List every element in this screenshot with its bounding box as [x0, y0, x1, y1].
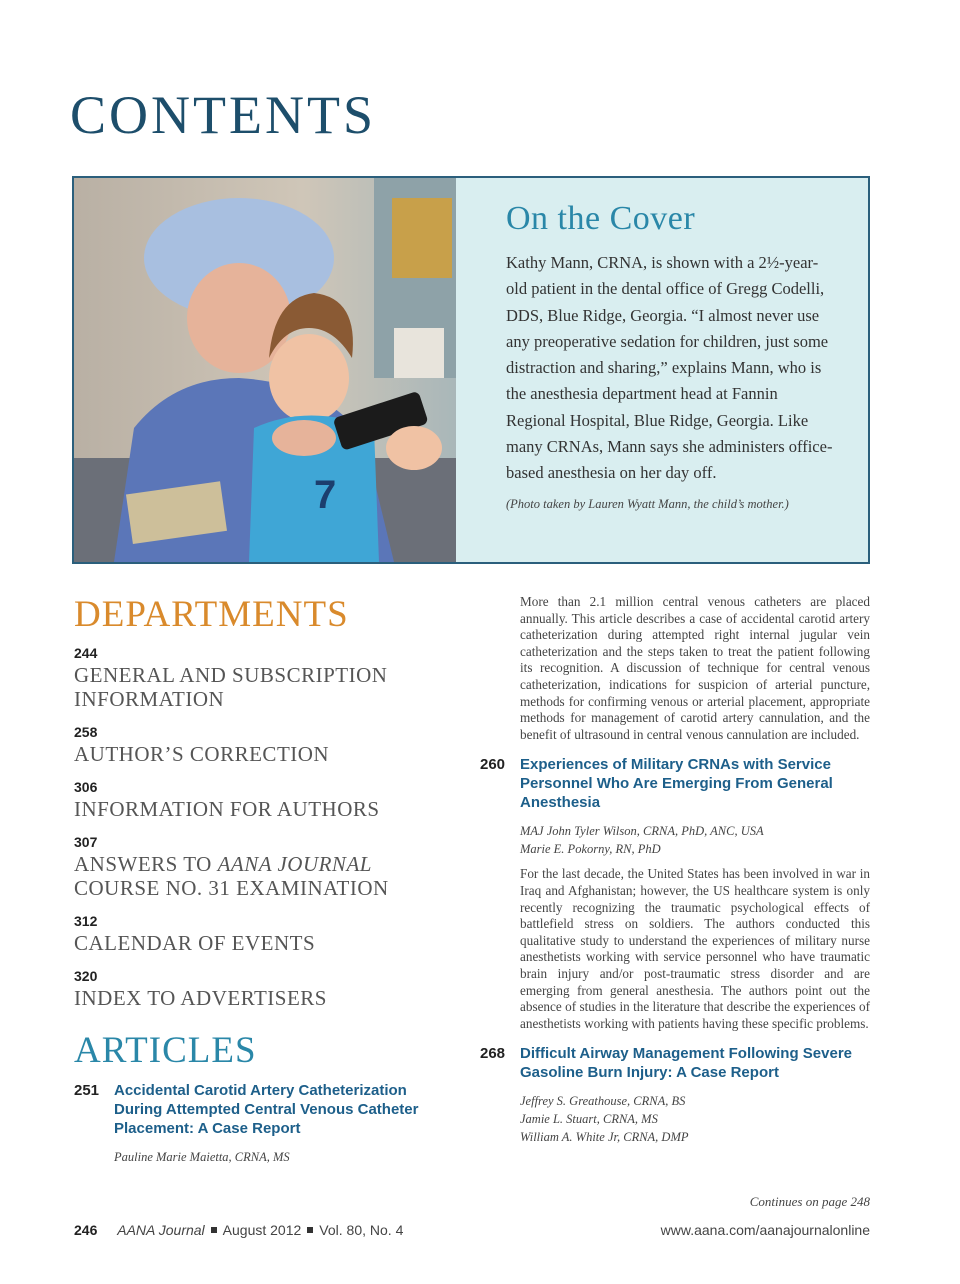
article-authors	[520, 1092, 870, 1146]
cover-text	[506, 200, 836, 512]
bullet-icon	[307, 1227, 313, 1233]
departments-list	[74, 645, 454, 1010]
continues-note: Continues on page 248	[749, 1194, 870, 1209]
article-page: 268	[480, 1045, 506, 1063]
article-title[interactable]: Accidental Carotid Artery Catheterization During Attempted Central Venous Catheter Placement: A Case Report	[114, 1082, 419, 1137]
departments-heading: DEPARTMENTS	[74, 594, 349, 635]
department-title-journal: AANA JOURNAL	[217, 852, 372, 876]
article-author: Jeffrey S. Greathouse, CRNA, BS	[520, 1094, 686, 1109]
department-item[interactable]	[74, 968, 454, 1010]
article-item[interactable]	[480, 755, 870, 1032]
department-item[interactable]	[74, 779, 454, 821]
article-author: William A. White Jr, CRNA, DMP	[520, 1130, 689, 1145]
department-title: CALENDAR OF EVENTS	[74, 931, 316, 955]
footer-url[interactable]: www.aana.com/aanajournalonline	[660, 1222, 870, 1238]
article-authors	[114, 1148, 454, 1166]
cover-heading: On the Cover	[506, 200, 696, 237]
department-title-suffix: COURSE NO. 31 EXAMINATION	[74, 876, 389, 900]
article-abstract: More than 2.1 million central venous catheters are placed annually. This article describes a case of accidental carotid artery catheterization during attempted right internal jugular vein catheterization and the steps taken to treat the patient following its recognition. A discussion of technique for central venous catheterization, indications for suspicion of arterial puncture, methods for confirming venous or arterial placement, appropriate methods for management of carotid artery cannulation, and the benefit of ultrasound in central venous cannulation are included.	[520, 594, 870, 742]
department-item[interactable]	[74, 834, 454, 900]
right-column	[480, 594, 870, 1146]
article-author: Marie E. Pokorny, RN, PhD	[520, 842, 661, 857]
article-author: MAJ John Tyler Wilson, CRNA, PhD, ANC, USA	[520, 824, 764, 839]
articles-heading: ARTICLES	[74, 1030, 257, 1071]
department-page: 320	[74, 968, 98, 984]
article-abstract: For the last decade, the United States has been involved in war in Iraq and Afghanistan; however, the US healthcare system is only recently recognizing the traumatic psychological effects of battlefield stress on soldiers. The authors conducted this qualitative study to understand the experiences of military nurse anesthetists working with service personnel who have traumatic brain injury and/or post-traumatic stress disorder and are emerging from general anesthesia. The authors point out the absence of studies in the literature that describe the experiences of anesthetists working with patients having these specific problems.	[520, 866, 870, 1031]
article-title[interactable]: Experiences of Military CRNAs with Service Personnel Who Are Emerging From General Anesthesia	[520, 756, 833, 812]
cover-body: Kathy Mann, CRNA, is shown with a 2½-year-old patient in the dental office of Gregg Codelli, DDS, Blue Ridge, Georgia. “I almost never use any preoperative sedation for children, just some distraction and sharing,” explains Mann, who is the anesthesia department head at Fannin Regional Hospital, Blue Ridge, Georgia. Like many CRNAs, Mann says she administers office-based anesthesia on her day off.	[506, 253, 833, 483]
department-item[interactable]	[74, 645, 454, 711]
department-item[interactable]	[74, 913, 454, 955]
page-title: CONTENTS	[70, 85, 376, 145]
footer-journal: AANA Journal	[117, 1222, 205, 1238]
footer-date: August 2012	[222, 1222, 302, 1238]
cover-photo-illustration	[74, 178, 456, 562]
article-author: Pauline Marie Maietta, CRNA, MS	[114, 1150, 290, 1164]
article-page: 251	[74, 1082, 100, 1099]
department-page: 306	[74, 779, 98, 795]
department-title: INFORMATION FOR AUTHORS	[74, 797, 380, 821]
bullet-icon	[211, 1227, 217, 1233]
article-item[interactable]	[480, 1044, 870, 1146]
department-page: 258	[74, 724, 98, 740]
department-title: INDEX TO ADVERTISERS	[74, 986, 327, 1010]
department-page: 307	[74, 834, 98, 850]
article-title[interactable]: Difficult Airway Management Following Severe Gasoline Burn Injury: A Case Report	[520, 1045, 853, 1082]
cover-box	[72, 176, 870, 564]
article-author: Jamie L. Stuart, CRNA, MS	[520, 1112, 658, 1127]
footer-left	[74, 1222, 403, 1238]
page-footer	[74, 1222, 870, 1242]
department-title: AUTHOR’S CORRECTION	[74, 742, 330, 766]
department-page: 312	[74, 913, 98, 929]
article-page: 260	[480, 756, 506, 774]
cover-photo-credit: (Photo taken by Lauren Wyatt Mann, the child’s mother.)	[506, 496, 789, 511]
cover-photo	[74, 178, 456, 562]
department-page: 244	[74, 645, 98, 661]
footer-page-number: 246	[74, 1222, 98, 1238]
department-item[interactable]	[74, 724, 454, 766]
article-item[interactable]	[74, 1081, 454, 1166]
jersey-number: 7	[314, 473, 337, 517]
department-title-prefix: ANSWERS TO	[74, 852, 218, 876]
department-title	[74, 852, 454, 900]
article-authors	[520, 822, 870, 858]
department-title: GENERAL AND SUBSCRIPTION INFORMATION	[74, 663, 388, 711]
left-column	[74, 596, 454, 1166]
footer-volume: Vol. 80, No. 4	[319, 1222, 404, 1238]
